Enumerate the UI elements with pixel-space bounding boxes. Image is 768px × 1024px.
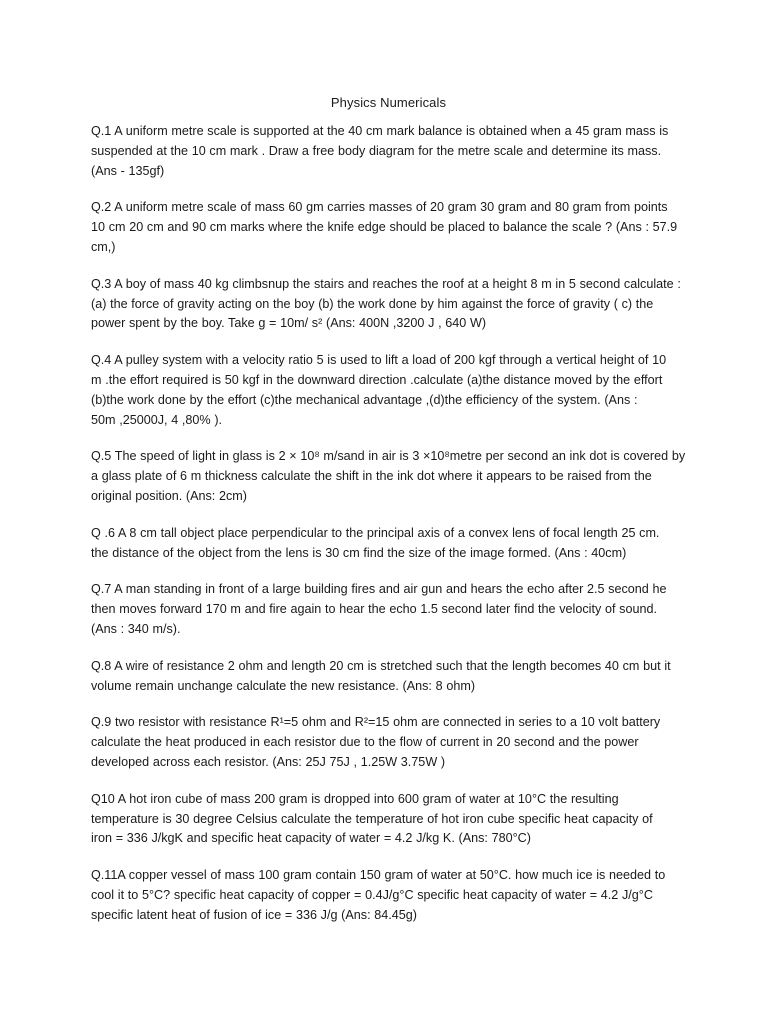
question-line: Q.9 two resistor with resistance R¹=5 ohm and R²=15 ohm are connected in series to a 10 volt battery [91,715,661,730]
question-answer-line: cm,) [91,239,116,254]
question-line: Q.11A copper vessel of mass 100 gram contain 150 gram of water at 50°C. how much ice is needed to [91,868,666,883]
question-answer-line: 50m ,25000J, 4 ,80% ). [91,412,223,427]
question-answer-line: original position. (Ans: 2cm) [91,488,247,503]
question-line: then moves forward 170 m and fire again to hear the echo 1.5 second later find the velocity of sound. [91,602,657,617]
question-answer-line: developed across each resistor. (Ans: 25J 75J , 1.25W 3.75W ) [91,754,446,769]
question-answer-line: (Ans : 340 m/s). [91,621,181,636]
question-9 [91,713,686,772]
question-line: m .the effort required is 50 kgf in the downward direction .calculate (a)the distance moved by the effort [91,372,663,387]
question-line: (b)the work done by the effort (c)the mechanical advantage ,(d)the efficiency of the system. (Ans : [91,392,638,407]
question-answer-line: iron = 336 J/kgK and specific heat capacity of water = 4.2 J/kg K. (Ans: 780°C) [91,831,531,846]
question-line: Q.8 A wire of resistance 2 ohm and length 20 cm is stretched such that the length becomes 40 cm but it [91,658,671,673]
question-line: Q10 A hot iron cube of mass 200 gram is dropped into 600 gram of water at 10°C the resulting [91,791,619,806]
question-line: Q.5 The speed of light in glass is 2 × 10⁸ m/sand in air is 3 ×10⁸metre per second an ink dot is covered by [91,449,686,464]
question-line: temperature is 30 degree Celsius calculate the temperature of hot iron cube specific heat capacity of [91,811,653,826]
question-line: cool it to 5°C? specific heat capacity of copper = 0.4J/g°C specific heat capacity of water = 4.2 J/g°C [91,887,653,902]
question-7 [91,580,686,639]
question-answer-line: specific latent heat of fusion of ice = 336 J/g (Ans: 84.45g) [91,907,417,922]
question-line: Q.1 A uniform metre scale is supported at the 40 cm mark balance is obtained when a 45 gram mass is [91,124,669,138]
question-line: 10 cm 20 cm and 90 cm marks where the knife edge should be placed to balance the scale ? (Ans : 57.9 [91,220,678,235]
question-11 [91,866,686,925]
question-answer-line: the distance of the object from the lens is 30 cm find the size of the image formed. (Ans : 40cm) [91,545,627,560]
question-10 [91,790,686,849]
question-6 [91,524,686,564]
question-5 [91,447,686,506]
question-4 [91,351,686,430]
question-1 [91,122,686,181]
question-line: calculate the heat produced in each resistor due to the flow of current in 20 second and the power [91,735,639,750]
question-line: Q.2 A uniform metre scale of mass 60 gm carries masses of 20 gram 30 gram and 80 gram from points [91,200,668,215]
page-title: Physics Numericals [330,95,447,110]
question-3 [91,275,686,334]
question-line: (a) the force of gravity acting on the boy (b) the work done by him against the force of gravity ( c) the [91,296,654,311]
question-line: Q .6 A 8 cm tall object place perpendicular to the principal axis of a convex lens of focal length 25 cm. [91,525,660,540]
question-answer-line: power spent by the boy. Take g = 10m/ s² (Ans: 400N ,3200 J , 640 W) [91,316,487,331]
question-line: Q.4 A pulley system with a velocity ratio 5 is used to lift a load of 200 kgf through a vertical height of 10 [91,353,667,368]
question-2 [91,198,686,257]
question-line: Q.7 A man standing in front of a large building fires and air gun and hears the echo after 2.5 second he [91,582,667,597]
question-line: a glass plate of 6 m thickness calculate the shift in the ink dot where it appears to be raised from the [91,469,652,484]
question-8 [91,657,686,697]
question-line: Q.3 A boy of mass 40 kg climbsnup the stairs and reaches the roof at a height 8 m in 5 second calculate : [91,276,681,291]
question-line: suspended at the 10 cm mark . Draw a free body diagram for the metre scale and determine its mass. [91,143,662,158]
question-answer-line: (Ans - 135gf) [91,163,165,178]
question-answer-line: volume remain unchange calculate the new resistance. (Ans: 8 ohm) [91,678,476,693]
